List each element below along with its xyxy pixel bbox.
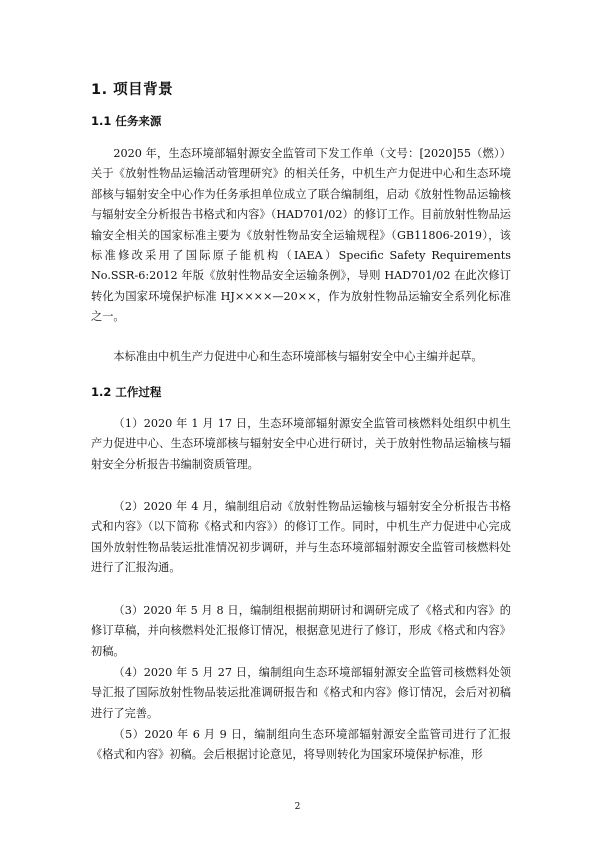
paragraph-work-process-4: （4）2020 年 5 月 27 日，编制组向生态环境部辐射源安全监管司核燃料处领导汇报了国际放射性物品装运批准调研报告和《格式和内容》修订情况，会后对初稿进行了完善。: [91, 666, 511, 720]
heading-task-source: 1.1 任务来源: [91, 114, 162, 128]
heading-work-process: 1.2 工作过程: [91, 385, 162, 399]
paragraph-work-process-2: （2）2020 年 4 月，编制组启动《放射性物品运输核与辐射安全分析报告书格式和内容》（以下简称《格式和内容》）的修订工作。同时，中机生产力促进中心完成国外放射性物品装运批准情况初步调研，并与生态环境部辐射源安全监管司核燃料处进行了汇报沟通。: [91, 500, 511, 575]
page-number: 2: [294, 802, 301, 812]
paragraph-work-process-1: （1）2020 年 1 月 17 日，生态环境部辐射源安全监管司核燃料处组织中机生产力促进中心、生态环境部核与辐射安全中心进行研讨，关于放射性物品运输核与辐射安全分析报告书编制资质管理。: [91, 417, 511, 471]
heading-project-background: 1. 项目背景: [91, 82, 174, 98]
paragraph-work-process-5: （5）2020 年 6 月 9 日，编制组向生态环境部辐射源安全监管司进行了汇报《格式和内容》初稿。会后根据讨论意见，将导则转化为国家环境保护标准，形: [91, 728, 511, 762]
paragraph-task-source-2: 本标准由中机生产力促进中心和生态环境部核与辐射安全中心主编并起草。: [113, 350, 483, 363]
paragraph-work-process-3: （3）2020 年 5 月 8 日，编制组根据前期研讨和调研完成了《格式和内容》的修订草稿，并向核燃料处汇报修订情况，根据意见进行了修订，形成《格式和内容》初稿。: [91, 604, 511, 658]
paragraph-task-source-1: 2020 年，生态环境部辐射源安全监管司下发工作单（文号：[2020]55（燃））关于《放射性物品运输活动管理研究》的相关任务，中机生产力促进中心和生态环境部核与辐射安全中心作为任务承担单位成立了联合编制组，启动《放射性物品运输核与辐射安全分析报告书格式和内容》（HAD701/02）的修订工作。目前放射性物品运输安全相关的国家标准主要为《放射性物品安全运输规程》（GB11806-2019），该标准修改采用了国际原子能机构（IAEA）Specific Safety Requirements No.SSR-6:2012 年版《放射性物品安全运输条例》，导则 HAD701/02 在此次修订转化为国家环境保护标准 HJ××××—20××，作为放射性物品运输安全系列化标准之一。: [91, 147, 511, 324]
